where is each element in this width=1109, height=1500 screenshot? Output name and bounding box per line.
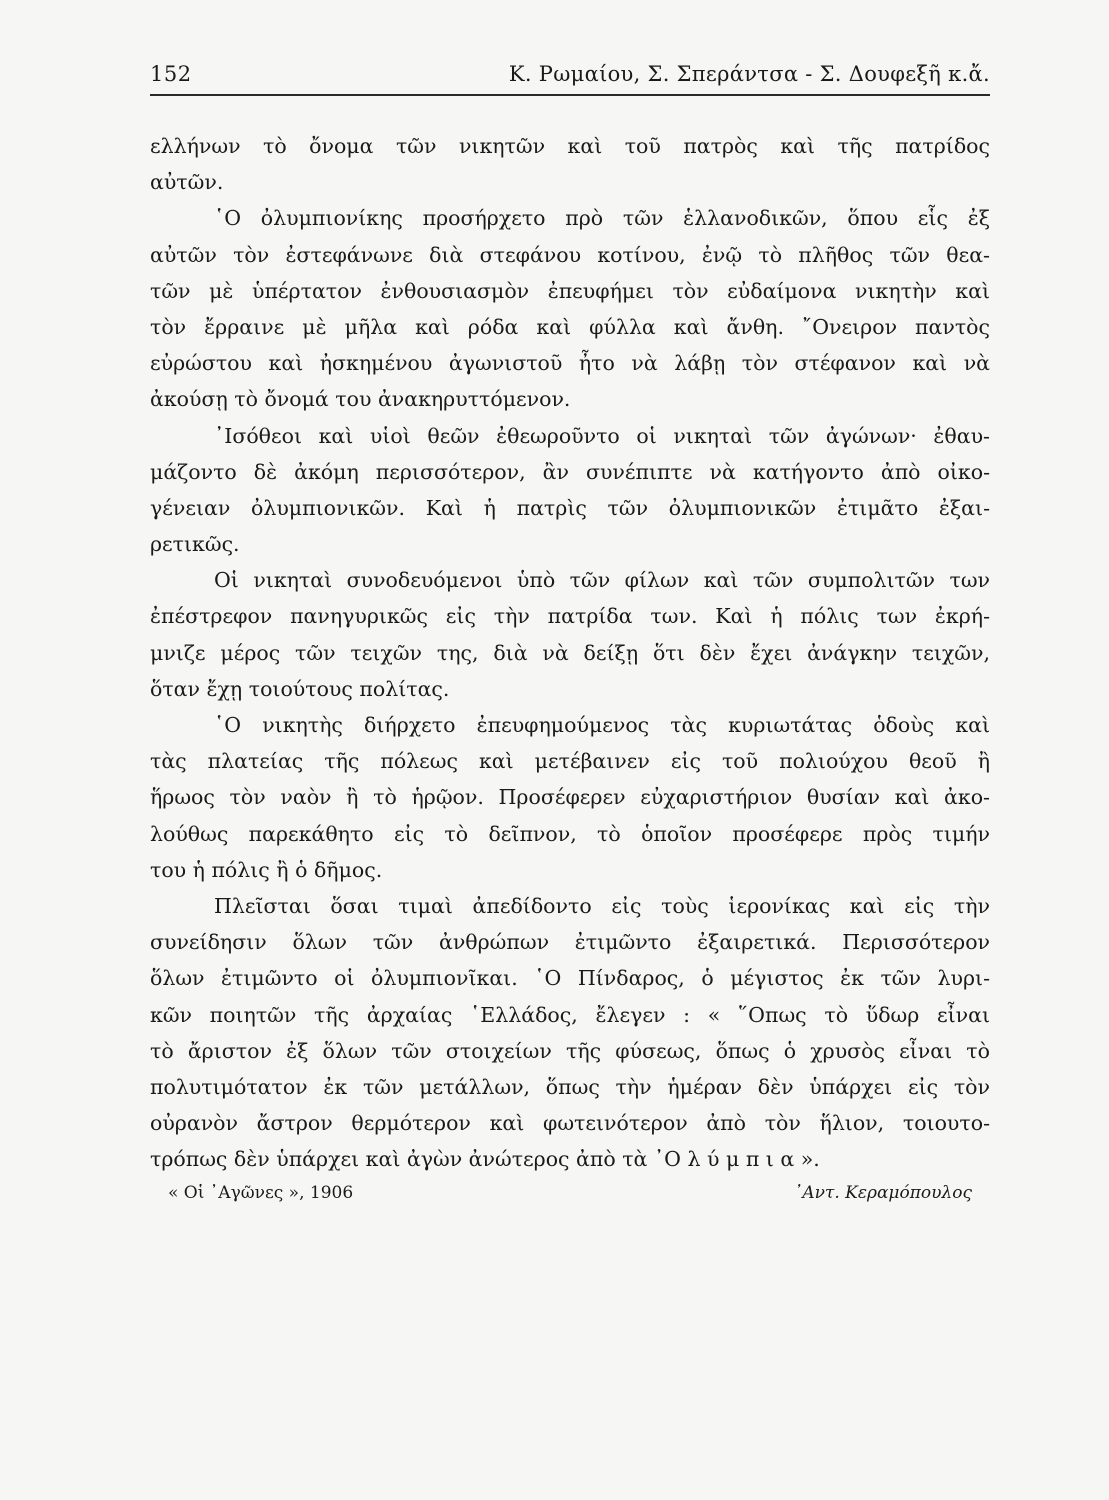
text-line: γένειαν ὀλυμπιονικῶν. Καὶ ἡ πατρὶς τῶν ὀλυμπιονικῶν ἐτιμᾶτο ἐξαι-: [150, 495, 990, 520]
text-line: του ἡ πόλις ἢ ὁ δῆμος.: [150, 857, 383, 882]
text-line: μνιζε μέρος τῶν τειχῶν της, διὰ νὰ δείξῃ ὅτι δὲν ἔχει ἀνάγκην τειχῶν,: [150, 640, 990, 665]
text-line: Οἱ νικηταὶ συνοδευόμενοι ὑπὸ τῶν φίλων καὶ τῶν συμπολιτῶν των: [214, 568, 990, 593]
page-header: [150, 60, 990, 96]
text-line: ελλήνων τὸ ὄνομα τῶν νικητῶν καὶ τοῦ πατρὸς καὶ τῆς πατρίδος: [150, 134, 990, 158]
text-line: ρετικῶς.: [150, 532, 240, 557]
text-line: ἥρωος τὸν ναὸν ἢ τὸ ἡρῷον. Προσέφερεν εὐχαριστήριον θυσίαν καὶ ἀκο-: [150, 785, 990, 810]
text-line: ὅταν ἔχῃ τοιούτους πολίτας.: [150, 676, 450, 701]
text-line: ᾿Ισόθεοι καὶ υἱοὶ θεῶν ἐθεωροῦντο οἱ νικηταὶ τῶν ἀγώνων· ἐθαυ-: [214, 423, 990, 448]
text-line: αὐτῶν τὸν ἐστεφάνωνε διὰ στεφάνου κοτίνου, ἐνῷ τὸ πλῆθος τῶν θεα-: [150, 242, 990, 267]
text-line: συνείδησιν ὅλων τῶν ἀνθρώπων ἐτιμῶντο ἐξαιρετικά. Περισσότερον: [150, 930, 990, 955]
text-line: ἐπέστρεφον πανηγυρικῶς εἰς τὴν πατρίδα των. Καὶ ἡ πόλις των ἐκρή-: [150, 604, 990, 629]
text-line: οὐρανὸν ἄστρον θερμότερον καὶ φωτεινότερον ἀπὸ τὸν ἥλιον, τοιουτο-: [150, 1111, 990, 1136]
text-line: αὐτῶν.: [150, 170, 224, 195]
text-line: κῶν ποιητῶν τῆς ἀρχαίας ῾Ελλάδος, ἔλεγεν : « ῞Οπως τὸ ὕδωρ εἶναι: [150, 1002, 990, 1027]
text-line: εὐρώστου καὶ ἠσκημένου ἀγωνιστοῦ ἦτο νὰ λάβῃ τὸν στέφανον καὶ νὰ: [150, 351, 990, 376]
text-line: ῾Ο νικητὴς διήρχετο ἐπευφημούμενος τὰς κυριωτάτας ὁδοὺς καὶ: [214, 713, 990, 737]
text-line: ἀκούσῃ τὸ ὄνομά του ἀνακηρυττόμενον.: [150, 387, 571, 412]
source-citation: « Οἱ ᾿Αγῶνες », 1906: [168, 1183, 354, 1203]
running-title: Κ. Ρωμαίου, Σ. Σπεράντσα - Σ. Δουφεξῆ κ.ἄ.: [508, 62, 990, 86]
text-line: τὰς πλατείας τῆς πόλεως καὶ μετέβαινεν εἰς τοῦ πολιούχου θεοῦ ἢ: [150, 749, 990, 774]
attribution: [150, 1183, 990, 1213]
text-line: Πλεῖσται ὅσαι τιμαὶ ἀπεδίδοντο εἰς τοὺς ἱερονίκας καὶ εἰς τὴν: [214, 893, 990, 918]
text-line: λούθως παρεκάθητο εἰς τὸ δεῖπνον, τὸ ὁποῖον προσέφερε πρὸς τιμήν: [150, 821, 990, 846]
body-text: [150, 128, 990, 1177]
page-number: 152: [150, 62, 192, 86]
text-line: τρόπως δὲν ὑπάρχει καὶ ἀγὼν ἀνώτερος ἀπὸ τὰ ᾿Ο λ ύ μ π ι α ».: [150, 1147, 820, 1172]
text-line: τὸν ἔρραινε μὲ μῆλα καὶ ρόδα καὶ φύλλα καὶ ἄνθη. ῎Ονειρον παντὸς: [150, 314, 990, 339]
text-line: ὅλων ἐτιμῶντο οἱ ὀλυμπιονῖκαι. ῾Ο Πίνδαρος, ὁ μέγιστος ἐκ τῶν λυρι-: [150, 966, 990, 991]
text-line: ῾Ο ὀλυμπιονίκης προσήρχετο πρὸ τῶν ἑλλανοδικῶν, ὅπου εἷς ἐξ: [214, 206, 990, 231]
text-line: μάζοντο δὲ ἀκόμη περισσότερον, ἂν συνέπιπτε νὰ κατήγοντο ἀπὸ οἰκο-: [150, 459, 990, 484]
text-line: τὸ ἄριστον ἐξ ὅλων τῶν στοιχείων τῆς φύσεως, ὅπως ὁ χρυσὸς εἶναι τὸ: [150, 1038, 990, 1063]
text-line: τῶν μὲ ὑπέρτατον ἐνθουσιασμὸν ἐπευφήμει τὸν εὐδαίμονα νικητὴν καὶ: [150, 278, 990, 303]
text-line: πολυτιμότατον ἐκ τῶν μετάλλων, ὅπως τὴν ἡμέραν δὲν ὑπάρχει εἰς τὸν: [150, 1074, 990, 1099]
author-signature: ᾿Αντ. Κεραμόπουλος: [793, 1183, 972, 1203]
